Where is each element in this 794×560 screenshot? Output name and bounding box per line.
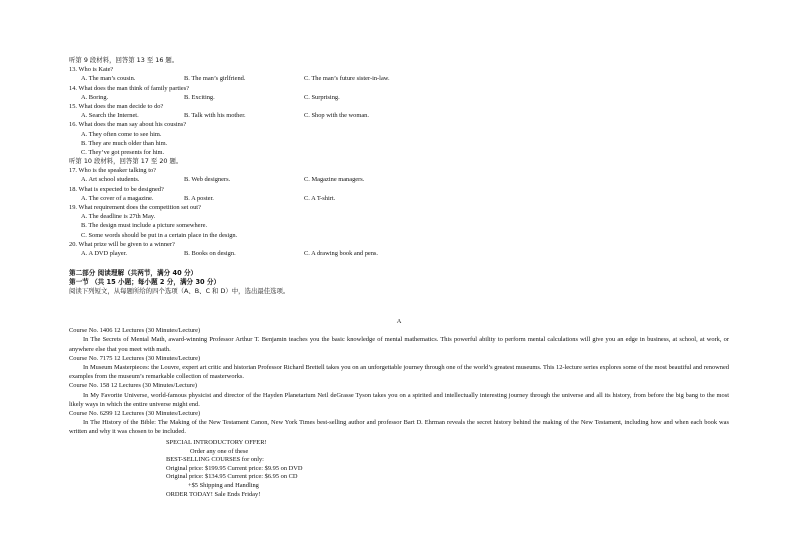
question-14: 14. What does the man think of family parties?: [69, 84, 190, 92]
option-13-b: B. The man’s girlfriend.: [184, 75, 246, 83]
options-17: [69, 175, 629, 184]
option-19-c: C. Some words should be put in a certain place in the design.: [81, 231, 238, 239]
listening-intro-10: 听第 10 段材料，回答第 17 至 20 题。: [69, 157, 183, 166]
option-17-c: C. Magazine managers.: [304, 176, 365, 184]
option-13-c: C. The man’s future sister-in-law.: [304, 75, 390, 83]
offer-best-selling: BEST-SELLING COURSES for only:: [166, 456, 264, 464]
offer-shipping: +$5 Shipping and Handling: [188, 481, 259, 489]
offer-price-cd: Original price: $134.95 Current price: $6.95 on CD: [166, 473, 298, 481]
option-17-a: A. Art school students.: [81, 176, 140, 184]
course-4-description: In The History of the Bible: The Making of the New Testament Canon, New York Times best-selling author and professor Bart D. Ehrman reveals the secret history behind the making of the New Testament, including how and when each book was written and why it was chosen to be included.: [69, 419, 729, 436]
part-two-title: 第二部分 阅读理解（共两节，满分 40 分）: [69, 269, 198, 277]
question-15: 15. What does the man decide to do?: [69, 102, 164, 110]
special-offer: [166, 438, 466, 498]
course-2-heading: Course No. 7175 12 Lectures (30 Minutes/Lecture): [69, 354, 201, 362]
option-14-c: C. Surprising.: [304, 93, 340, 101]
question-20: 20. What prize will be given to a winner?: [69, 240, 175, 248]
options-13: [69, 74, 629, 83]
option-18-b: B. A poster.: [184, 194, 214, 202]
course-2-description: In Museum Masterpieces: the Louvre, expert art critic and historian Professor Richard Brettell takes you on an unforgettable journey through one of the world’s greatest museums. This 12-lecture series explores some of the most beautiful and renowned examples from the museum’s remarkable collection of masterworks.: [69, 363, 729, 381]
passage-a: [69, 317, 729, 437]
option-18-c: C. A T-shirt.: [304, 194, 336, 202]
listening-intro-9: 听第 9 段材料，回答第 13 至 16 题。: [69, 56, 179, 64]
option-14-a: A. Boring.: [81, 93, 109, 101]
passage-letter: A: [396, 318, 402, 325]
options-14: [69, 93, 629, 102]
course-4-heading: Course No. 6299 12 Lectures (30 Minutes/Lecture): [69, 409, 201, 417]
section-one-title: 第一节 （共 15 小题；每小题 2 分，满分 30 分）: [69, 278, 221, 287]
option-14-b: B. Exciting.: [184, 93, 215, 101]
option-15-c: C. Shop with the woman.: [304, 112, 369, 120]
question-13: 13. Who is Kate?: [69, 66, 114, 74]
reading-instruction: 阅读下列短文，从每题所给的四个选项（A、B、C 和 D）中，选出最佳选项。: [69, 287, 290, 296]
option-20-b: B. Books on design.: [184, 249, 236, 257]
course-3-heading: Course No. 158 12 Lectures (30 Minutes/Lecture): [69, 382, 197, 390]
options-18: [69, 194, 629, 203]
option-19-b: B. The design must include a picture somewhere.: [81, 222, 208, 230]
option-20-a: A. A DVD player.: [81, 249, 127, 257]
options-15: [69, 111, 629, 120]
option-16-b: B. They are much older than him.: [81, 139, 168, 147]
listening-section: [69, 56, 629, 258]
question-18: 18. What is expected to be designed?: [69, 185, 164, 193]
offer-title: SPECIAL INTRODUCTORY OFFER!: [166, 439, 267, 446]
question-19: 19. What requirement does the competition set out?: [69, 204, 201, 211]
option-19-a: A. The deadline is 27th May.: [81, 213, 156, 221]
option-13-a: A. The man’s cousin.: [81, 75, 136, 83]
question-17: 17. Who is the speaker talking to?: [69, 167, 157, 175]
option-16-c: C. They’ve got presents for him.: [81, 148, 165, 156]
option-20-c: C. A drawing book and pens.: [304, 249, 379, 257]
option-15-b: B. Talk with his mother.: [184, 112, 246, 120]
course-1-description: In The Secrets of Mental Math, award-winning Professor Arthur T. Benjamin teaches you the basic knowledge of mental mathematics. This powerful ability to perform mental calculations will give you an edge in business, at school, at work, or anywhere else that you meet with math.: [69, 336, 729, 353]
option-16-a: A. They often come to see him.: [81, 130, 162, 138]
course-3-description: In My Favorite Universe, world-famous physicist and director of the Hayden Planetarium Neil deGrasse Tyson takes you on a spirited and intellectually interesting journey through the universe and all its history, from before the big bang to the most likely ways in which the entire universe might end.: [69, 391, 729, 408]
offer-order-line: Order any one of these: [190, 447, 249, 455]
options-20: [69, 249, 629, 258]
reading-section-header: [69, 269, 729, 297]
offer-price-dvd: Original price: $199.95 Current price: $9.95 on DVD: [166, 464, 303, 472]
option-17-b: B. Web designers.: [184, 176, 231, 184]
option-18-a: A. The cover of a magazine.: [81, 194, 154, 202]
course-1-heading: Course No. 1406 12 Lectures (30 Minutes/Lecture): [69, 327, 201, 335]
offer-sale-ends: ORDER TODAY! Sale Ends Friday!: [166, 490, 261, 498]
question-16: 16. What does the man say about his cousins?: [69, 121, 187, 129]
option-15-a: A. Search the Internet.: [81, 112, 139, 120]
